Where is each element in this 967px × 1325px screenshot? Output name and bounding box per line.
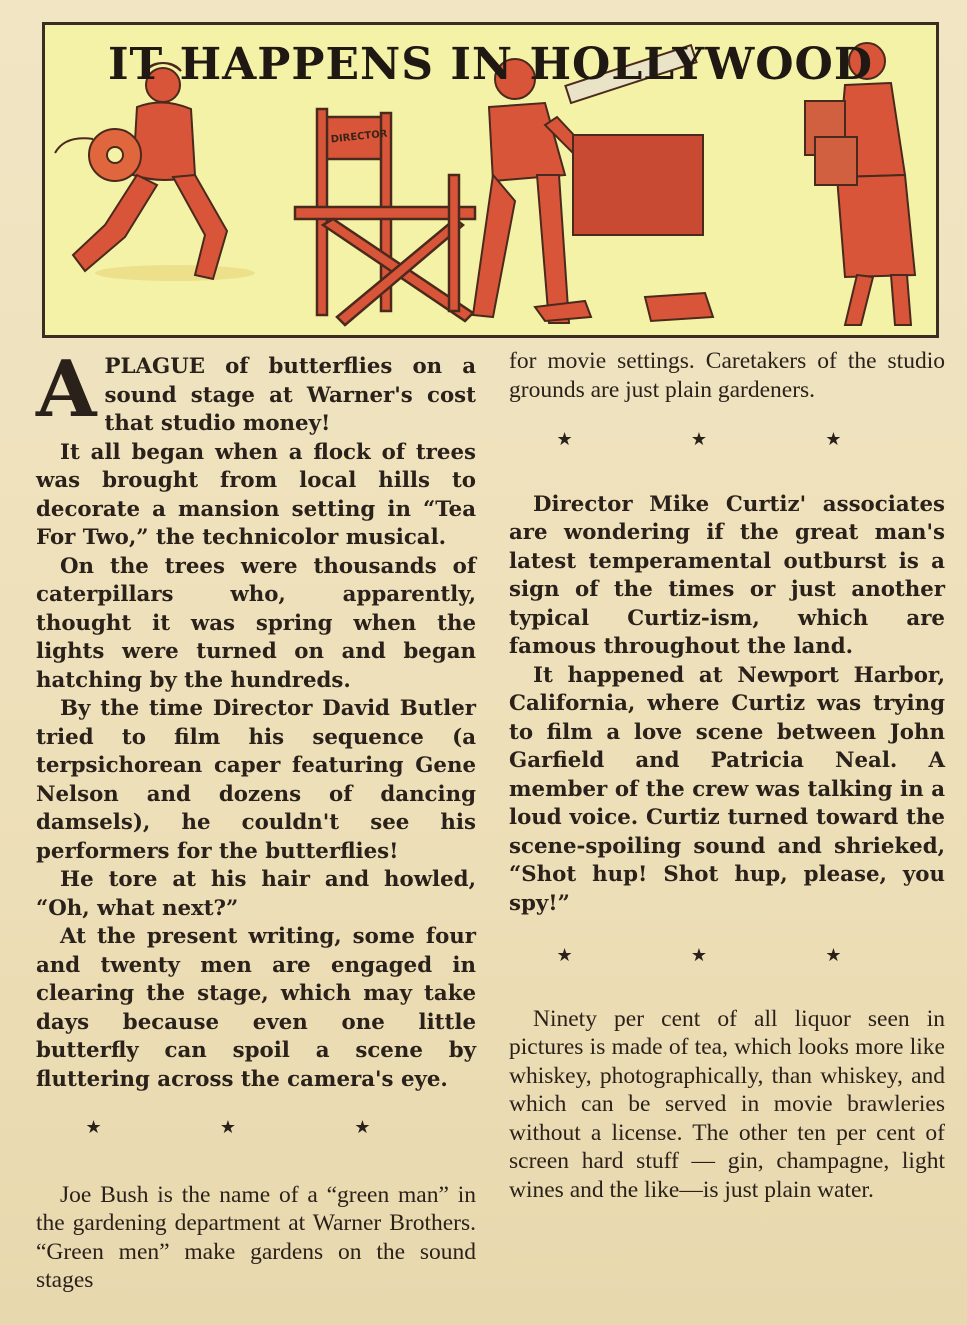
left-column — [36, 344, 476, 1295]
right-column — [509, 347, 945, 1204]
section-divider-stars: ★ ★ ★ — [556, 429, 898, 450]
paragraph — [36, 344, 476, 439]
paragraph: At the present writing, some four and twenty men are engaged in clearing the stage, which may take days because even one little butterfly can spoil a scene by fluttering across the camera's eye. — [36, 924, 476, 1092]
paragraph: It happened at Newport Harbor, California, where Curtiz was trying to film a love scene between John Garfield and Patricia Neal. A member of the crew was talking in a loud voice. Curtiz turned toward the scene-spoiling sound and shrieked, “Shot hup! Shot hup, please, you spy!” — [509, 662, 945, 916]
chair-label: DIRECTOR — [330, 128, 389, 146]
paragraph: He tore at his hair and howled, “Oh, what next?” — [36, 867, 476, 921]
drop-cap: A — [36, 344, 97, 435]
section-divider-stars: ★ ★ ★ — [556, 945, 898, 966]
directors-chair — [295, 109, 475, 325]
paragraph: On the trees were thousands of caterpillars who, apparently, thought it was spring when the lights were turned on and began hatching by the hundreds. — [36, 553, 476, 693]
header-banner — [42, 22, 939, 338]
paragraph: It all began when a flock of trees was brought from local hills to decorate a mansion setting in “Tea For Two,” the technicolor musical. — [36, 439, 476, 550]
paragraph: for movie settings. Caretakers of the studio grounds are just plain gardeners. — [509, 348, 945, 403]
running-man-figure — [55, 63, 227, 279]
paragraph-text: PLAGUE of butterflies on a sound stage at Warner's cost that studio money! — [104, 354, 476, 436]
banner-title: IT HAPPENS IN HOLLYWOOD — [107, 39, 874, 90]
paragraph: Ninety per cent of all liquor seen in pictures is made of tea, which looks more like whiskey, photographically, than whiskey, and which can be served in movie brawleries without a license. The other ten per cent of screen hard stuff — gin, champagne, light wines and the like—is just plain water. — [509, 1005, 945, 1203]
paragraph: Joe Bush is the name of a “green man” in the gardening department at Warner Brothers. “Green men” make gardens on the sound stages — [36, 1181, 476, 1293]
paragraph: Director Mike Curtiz' associates are wondering if the great man's latest temperamental outburst is a sign of the times or just another typical Curtiz-ism, which are famous throughout the land. — [509, 491, 945, 659]
paragraph: By the time Director David Butler tried to film his sequence (a terpsichorean caper featuring Gene Nelson and dozens of dancing damsels), he couldn't see his performers for the butterflies! — [36, 696, 476, 864]
section-divider-stars: ★ ★ ★ — [85, 1117, 427, 1138]
